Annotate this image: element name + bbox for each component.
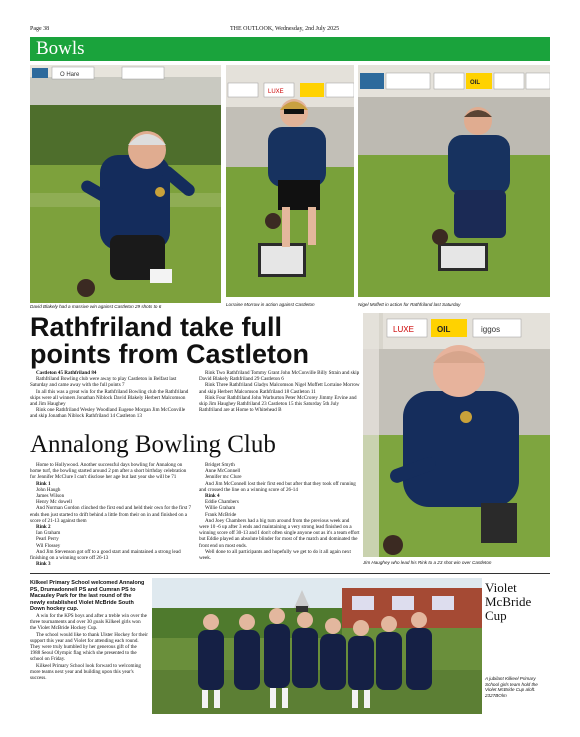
article-1-para: Rink Three Rathfriland Gladys Malcomson Nigel Moffett Lorraine Morrow and skip Herbert Malcomson Rathfriland 18 Castleton 11 (199, 382, 360, 395)
page-header (30, 24, 550, 36)
caption-photo-2: Lorraine Morrow in action against Castleton (226, 302, 315, 307)
photo-nigel-moffett (358, 65, 550, 297)
rink-heading: Rink 4 (205, 493, 220, 500)
headline-annalong: Annalong Bowling Club (30, 431, 276, 458)
headline-violet-mcbride-cup: Violet McBride Cup (485, 580, 532, 623)
article-1-score: Castleton 45 Rathfriland 84 (36, 370, 97, 376)
kilkeel-para: Kilkeel Primary School look forward to welcoming more teams next year and building upon this year's success. (30, 662, 141, 681)
photo-david-blakely (30, 65, 221, 303)
rink-heading: Rink 2 (36, 524, 51, 531)
article-1-para: Rink Four Rathfriland John Warburton Peter McCrorey Jimmy Ervine and skip Jim Haughey Rathfriland 23 Castleton 15 this Saturday 5th July Rathfriland are at Home to Whitehead B (199, 394, 357, 414)
sign-oil-3: OIL (470, 80, 480, 86)
article-2-para: Well done to all participants and hopefully we get to do it all again next week. (199, 548, 351, 562)
player-name: John Haugh (36, 486, 61, 493)
photo-2-illustration (226, 65, 354, 297)
player-name: Henry Mc dowell (36, 499, 72, 506)
player-name: Ian Graham (36, 530, 61, 537)
player-name: Frank McBride (205, 511, 237, 518)
headline-rathfriland: Rathfriland take full points from Castleton (30, 312, 310, 369)
player-name: Wil Flossey (36, 542, 61, 549)
photo-lorraine-morrow (226, 65, 354, 297)
article-1-para: In all this was a great win for the Rathfriland Bowling club the Rathfriland skips were all winners Jonathan Niblock David Blakely Herbert Malcomson and Jim Haughey (30, 388, 189, 408)
sign-luxe-4: LUXE (393, 325, 414, 334)
photo-jim-haughey (363, 313, 550, 557)
kilkeel-lead: Kilkeel Primary School welcomed Annalong PS, Drumadonnell PS and Cumran PS to Macauley Park for the last round of the newly established Violet McBride South Down hockey cup. (30, 580, 145, 613)
section-title: Bowls (36, 38, 85, 59)
photo-4-illustration (363, 313, 550, 557)
photo-1-illustration (30, 65, 221, 303)
kilkeel-para: A win for the KPS boys and after a treble win over the three tournaments and over 30 goals Kilkeel girls won the Violet McBride Hockey Cup. (30, 612, 147, 632)
article-2-column-2 (199, 462, 360, 561)
caption-photo-4: Jim Haughey who lead his Rink to a 23 shot win over Castleton (363, 560, 492, 565)
section-band (30, 37, 550, 61)
player-name: Eddie Chambers (205, 499, 239, 506)
article-1-column-1 (30, 370, 193, 420)
player-name: Anne McConnell (205, 468, 241, 475)
caption-photo-3: Nigel Moffett in action for Rathfriland last Saturday (358, 302, 461, 307)
photo-5-illustration (152, 578, 482, 714)
player-name: Bridget Smyth (205, 462, 235, 468)
player-name: James Wilson (36, 493, 65, 500)
article-2-para: Home to Hollywood. Another successful days bowling for Annalong on home turf, the bowling started around 2 pm after a short birthday celebration for Jennifer McClure I can't disclose her age but last year she will be 71 (30, 462, 187, 481)
rink-heading: Rink 3 (36, 561, 51, 568)
article-kilkeel (30, 580, 148, 681)
rink-heading: Rink 1 (36, 480, 51, 487)
article-2-para: And Jim Stevenson got off to a good start and maintained a strong lead finishing on a winning score off 26-13 (30, 548, 181, 562)
article-1-para: Rink Two Rathfriland Tommy Grant John McConville Billy Strain and skip David Blakely Rathfriland 29 Castleton 6 (199, 370, 360, 383)
divider (30, 573, 550, 574)
player-name: Willie Graham (205, 505, 236, 512)
player-name: Jennifer mc Clure (205, 474, 242, 481)
kilkeel-para: The school would like to thank Ulster Hockey for their support this year and Violet for attending each round. They were truly humbled by her generous gift of the 1988 Seoul Olympic flag which she presented to the school on Friday. (30, 631, 148, 663)
photo-3-illustration (358, 65, 550, 297)
caption-photo-1: David Blakely had a massive win against Castleton 29 shots to 6 (30, 304, 162, 309)
article-2-para: And Joey Chambers had a big turn around from the previous week and were 10 -6 up after 3 ends and maintaining a very strong lead finished on a winning score off 30-13 and I don't often single anyone out as it's a team effort but Eddie played an absolute blinder for most of the match and dominated the front end on most ends. (199, 517, 360, 549)
article-1-column-2 (199, 370, 360, 413)
page-number: Page 38 (30, 26, 50, 32)
sign-luxe-2: LUXE (268, 89, 284, 95)
sign-ohare: O Hare (60, 72, 80, 78)
sign-iggos-4: iggos (481, 325, 501, 334)
article-2-para: And Jim McConnell lost their first end but after that they took off running and crossed the line on a winning score of 26-14 (199, 480, 356, 493)
caption-photo-5: A jubilant Kilkeel Primary School girls team hold the Violet McBride Cup aloft. 2327BOlm (485, 676, 538, 698)
masthead: THE OUTLOOK, Wednesday, 2nd July 2025 (230, 26, 340, 32)
article-1-para: Rink one Rathfriland Wesley Woodland Eugene Morgan Jim McConville and skip Jonathan Niblock Rathfriland 14 Castleton 13 (30, 407, 186, 420)
player-name: Pearl Perry (36, 536, 59, 543)
article-2-column-1 (30, 462, 193, 567)
article-2-para: And Norman Gordon clinched the first end and held their own for the first 7 ends then just started to drift behind a little from their on in and finished on a score of 21-13 against them (30, 505, 192, 524)
sign-oil-4: OIL (437, 325, 451, 334)
article-1-para: Rathfriland Bowling club were away to play Castleton in Belfast last Saturday and came away with the full points 7 (30, 376, 177, 389)
photo-kilkeel-team (152, 578, 482, 714)
